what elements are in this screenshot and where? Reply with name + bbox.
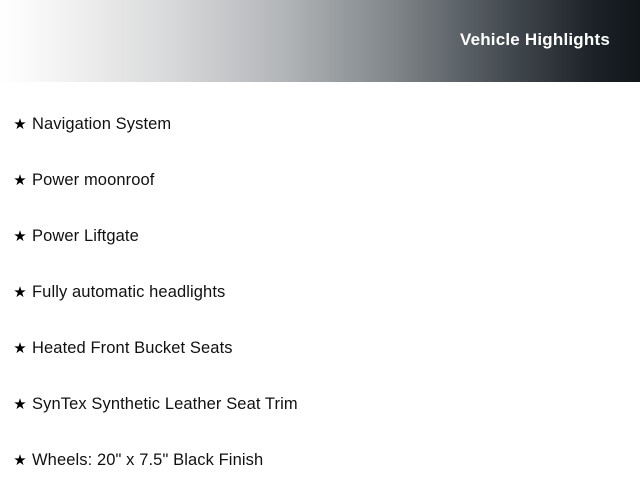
list-item: [0, 376, 640, 432]
vehicle-highlights-list: [0, 82, 640, 488]
list-item-label: Power Liftgate: [32, 226, 139, 245]
list-item-label: Fully automatic headlights: [32, 282, 226, 301]
list-item: [0, 264, 640, 320]
list-item-label: Power moonroof: [32, 170, 155, 189]
star-icon: ★: [13, 115, 27, 133]
list-item-label: Navigation System: [32, 114, 172, 133]
page-title: Vehicle Highlights: [459, 30, 610, 49]
list-item-label: Heated Front Bucket Seats: [32, 338, 233, 357]
list-item: [0, 208, 640, 264]
star-icon: ★: [13, 451, 27, 469]
star-icon: ★: [13, 395, 27, 413]
list-item-label: Wheels: 20" x 7.5" Black Finish: [32, 450, 264, 469]
list-item-label: SynTex Synthetic Leather Seat Trim: [32, 394, 298, 413]
list-item: [0, 152, 640, 208]
star-icon: ★: [13, 283, 27, 301]
star-icon: ★: [13, 227, 27, 245]
list-item: [0, 320, 640, 376]
star-icon: ★: [13, 171, 27, 189]
list-item: [0, 96, 640, 152]
star-icon: ★: [13, 339, 27, 357]
header-banner: [0, 0, 640, 82]
